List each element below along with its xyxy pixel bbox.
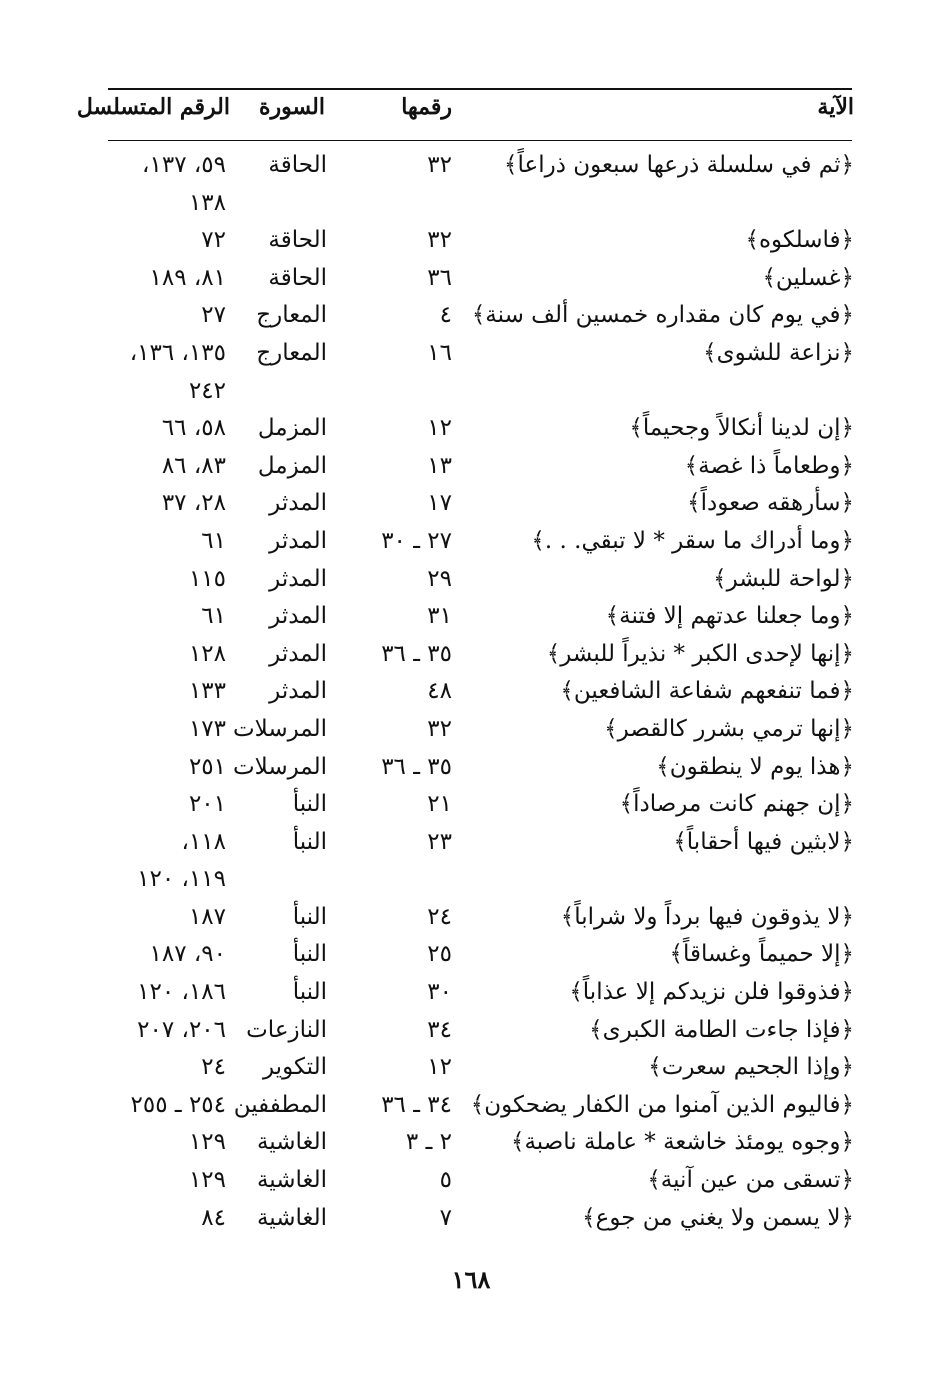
ayah-cell: ﴿غسلين﴾	[762, 264, 854, 291]
ayah-number-cell: ٣٢	[427, 227, 452, 254]
table-row	[0, 564, 942, 602]
table-row	[0, 488, 942, 526]
serial-number-cell: ١٧٣	[188, 715, 226, 742]
ayah-number-cell: ٤٨	[427, 678, 452, 705]
serial-number-cell: ٧٢	[201, 227, 226, 254]
serial-number-cell: ٥٩، ١٣٧،	[142, 152, 226, 178]
table-row	[0, 1203, 942, 1241]
table-row	[0, 714, 942, 752]
serial-number-cell: ١٣٥، ١٣٦،	[129, 339, 226, 366]
table-row	[0, 752, 942, 790]
serial-number-cell: ٢٠٦، ٢٠٧	[137, 1016, 226, 1043]
surah-cell: النبأ	[292, 903, 327, 930]
surah-cell: المزمل	[257, 452, 327, 479]
surah-cell: الغاشية	[256, 1129, 327, 1156]
table-row	[0, 864, 942, 902]
serial-number-cell: ٥٨، ٦٦	[161, 415, 226, 442]
table-row	[0, 300, 942, 338]
ayah-cell: ﴿ثم في سلسلة ذرعها سبعون ذراعاً﴾	[504, 152, 854, 178]
surah-cell: النبأ	[292, 941, 327, 968]
serial-number-cell: ٢٥١	[188, 753, 226, 780]
surah-cell: المطففين	[233, 1091, 327, 1118]
ayah-cell: ﴿هذا يوم لا ينطقون﴾	[656, 753, 854, 780]
surah-cell: الحاقة	[268, 264, 327, 291]
serial-number-cell: ٢٤٢	[188, 377, 226, 404]
ayah-number-cell: ٣٢	[427, 152, 452, 178]
table-row	[0, 902, 942, 940]
ayah-cell: ﴿فاسلكوه﴾	[745, 227, 854, 254]
ayah-number-cell: ٧	[439, 1204, 452, 1231]
table-row	[0, 526, 942, 564]
ayah-number-cell: ٢٤	[427, 903, 452, 930]
surah-cell: الحاقة	[268, 152, 327, 178]
ayah-cell: ﴿وإذا الجحيم سعرت﴾	[648, 1054, 854, 1081]
table-row	[0, 1015, 942, 1053]
serial-number-cell: ١٨٧	[188, 903, 226, 930]
page-number: ١٦٨	[451, 1265, 491, 1294]
surah-cell: المدثر	[269, 565, 327, 592]
table-row	[0, 338, 942, 376]
ayah-number-cell: ١٢	[427, 415, 452, 442]
serial-number-cell: ٢٧	[201, 302, 226, 329]
ayah-number-cell: ٥	[439, 1167, 452, 1194]
serial-number-cell: ٨٣، ٨٦	[161, 452, 226, 479]
table-row	[0, 451, 942, 489]
table-row	[0, 225, 942, 263]
surah-cell: المدثر	[269, 490, 327, 517]
ayah-number-cell: ١٦	[427, 339, 452, 366]
ayah-cell: ﴿إنها ترمي بشرر كالقصر﴾	[604, 715, 854, 742]
ayah-cell: ﴿إلا حميماً وغساقاً﴾	[669, 941, 854, 968]
serial-number-cell: ١٢٩	[188, 1129, 226, 1156]
ayah-cell: ﴿إن لدينا أنكالاً وجحيماً﴾	[629, 415, 854, 442]
table-body	[0, 150, 942, 1240]
ayah-cell: ﴿لواحة للبشر﴾	[713, 565, 854, 592]
ayah-cell: ﴿فإذا جاءت الطامة الكبرى﴾	[589, 1016, 854, 1043]
serial-number-cell: ١٢٩	[188, 1167, 226, 1194]
ayah-number-cell: ٣٦	[427, 264, 452, 291]
ayah-number-cell: ٣٤	[427, 1016, 452, 1043]
table-row	[0, 1127, 942, 1165]
ayah-cell: ﴿وما جعلنا عدتهم إلا فتنة﴾	[605, 603, 854, 630]
ayah-cell: ﴿في يوم كان مقداره خمسين ألف سنة﴾	[471, 302, 854, 329]
table-row	[0, 939, 942, 977]
ayah-number-cell: ٣٠	[427, 979, 452, 1006]
surah-cell: النبأ	[292, 979, 327, 1006]
serial-number-cell: ١١٨،	[181, 828, 226, 855]
serial-number-cell: ٦١	[201, 527, 226, 554]
table-row	[0, 1165, 942, 1203]
table-row	[0, 639, 942, 677]
header-ayah-number: رقمها	[401, 94, 452, 120]
ayah-cell: ﴿لا يذوقون فيها برداً ولا شراباً﴾	[560, 903, 854, 930]
ayah-cell: ﴿فاليوم الذين آمنوا من الكفار يضحكون﴾	[470, 1091, 854, 1118]
table-row	[0, 1090, 942, 1128]
ayah-cell: ﴿تسقى من عين آنية﴾	[647, 1167, 854, 1194]
ayah-number-cell: ٣١	[427, 603, 452, 630]
ayah-cell: ﴿وطعاماً ذا غصة﴾	[684, 452, 854, 479]
serial-number-cell: ١١٩، ١٢٠	[137, 866, 226, 893]
serial-number-cell: ٢٤	[201, 1054, 226, 1081]
header-surah: السورة	[259, 94, 325, 120]
serial-number-cell: ٢٨، ٣٧	[161, 490, 226, 517]
serial-number-cell: ١٨٦، ١٢٠	[137, 979, 226, 1006]
table-row	[0, 188, 942, 226]
ayah-number-cell: ٣٤ ـ ٣٦	[381, 1091, 452, 1118]
table-row	[0, 676, 942, 714]
surah-cell: المدثر	[269, 603, 327, 630]
table-row	[0, 1052, 942, 1090]
ayah-cell: ﴿فذوقوا فلن نزيدكم إلا عذاباً﴾	[569, 979, 854, 1006]
ayah-number-cell: ١٢	[427, 1054, 452, 1081]
ayah-cell: ﴿لا يسمن ولا يغني من جوع﴾	[582, 1204, 854, 1231]
ayah-cell: ﴿إنها لإحدى الكبر * نذيراً للبشر﴾	[546, 640, 854, 667]
surah-cell: المعارج	[256, 339, 327, 366]
serial-number-cell: ٦١	[201, 603, 226, 630]
table-top-rule	[108, 88, 852, 90]
ayah-number-cell: ٢٣	[427, 828, 452, 855]
surah-cell: المعارج	[256, 302, 327, 329]
serial-number-cell: ١٣٣	[188, 678, 226, 705]
ayah-number-cell: ٣٥ ـ ٣٦	[381, 640, 452, 667]
ayah-number-cell: ٢٩	[427, 565, 452, 592]
surah-cell: المرسلات	[232, 715, 327, 742]
serial-number-cell: ٨١، ١٨٩	[149, 264, 226, 291]
ayah-cell: ﴿وما أدراك ما سقر * لا تبقي. . .﴾	[531, 527, 854, 554]
ayah-cell: ﴿فما تنفعهم شفاعة الشافعين﴾	[560, 678, 854, 705]
surah-cell: المدثر	[269, 640, 327, 667]
surah-cell: التكوير	[262, 1054, 327, 1081]
surah-cell: النازعات	[246, 1016, 327, 1043]
serial-number-cell: ١٣٨	[188, 189, 226, 216]
ayah-cell: ﴿سأرهقه صعوداً﴾	[687, 490, 854, 517]
ayah-number-cell: ٢٥	[427, 941, 452, 968]
ayah-cell: ﴿نزاعة للشوى﴾	[703, 339, 854, 366]
header-ayah: الآية	[817, 94, 854, 120]
ayah-number-cell: ١٧	[427, 490, 452, 517]
table-row	[0, 376, 942, 414]
ayah-cell: ﴿لابثين فيها أحقاباً﴾	[673, 828, 854, 855]
surah-cell: الحاقة	[268, 227, 327, 254]
serial-number-cell: ٩٠، ١٨٧	[149, 941, 226, 968]
serial-number-cell: ٨٤	[201, 1204, 226, 1231]
ayah-number-cell: ٢٧ ـ ٣٠	[381, 527, 452, 554]
table-row	[0, 413, 942, 451]
serial-number-cell: ١١٥	[188, 565, 226, 592]
serial-number-cell: ١٢٨	[188, 640, 226, 667]
surah-cell: المدثر	[269, 527, 327, 554]
table-row	[0, 263, 942, 301]
ayah-number-cell: ٤	[439, 302, 452, 329]
ayah-number-cell: ٣٢	[427, 715, 452, 742]
ayah-number-cell: ٣٥ ـ ٣٦	[381, 753, 452, 780]
surah-cell: النبأ	[292, 828, 327, 855]
serial-number-cell: ٢٠١	[188, 791, 226, 818]
ayah-number-cell: ١٣	[427, 452, 452, 479]
surah-cell: المزمل	[257, 415, 327, 442]
surah-cell: الغاشية	[256, 1167, 327, 1194]
surah-cell: المرسلات	[232, 753, 327, 780]
ayah-cell: ﴿إن جهنم كانت مرصاداً﴾	[619, 791, 854, 818]
header-bottom-rule	[108, 140, 852, 141]
surah-cell: المدثر	[269, 678, 327, 705]
table-row	[0, 601, 942, 639]
ayah-cell: ﴿وجوه يومئذ خاشعة * عاملة ناصبة﴾	[510, 1129, 854, 1156]
ayah-number-cell: ٢١	[427, 791, 452, 818]
table-row	[0, 977, 942, 1015]
table-row	[0, 150, 942, 188]
serial-number-cell: ٢٥٤ ـ ٢٥٥	[130, 1091, 226, 1118]
header-serial-number: الرقم المتسلسل	[76, 94, 230, 120]
surah-cell: الغاشية	[256, 1204, 327, 1231]
surah-cell: النبأ	[292, 791, 327, 818]
table-row	[0, 789, 942, 827]
ayah-number-cell: ٢ ـ ٣	[405, 1129, 452, 1156]
table-header	[0, 94, 942, 130]
table-row	[0, 827, 942, 865]
